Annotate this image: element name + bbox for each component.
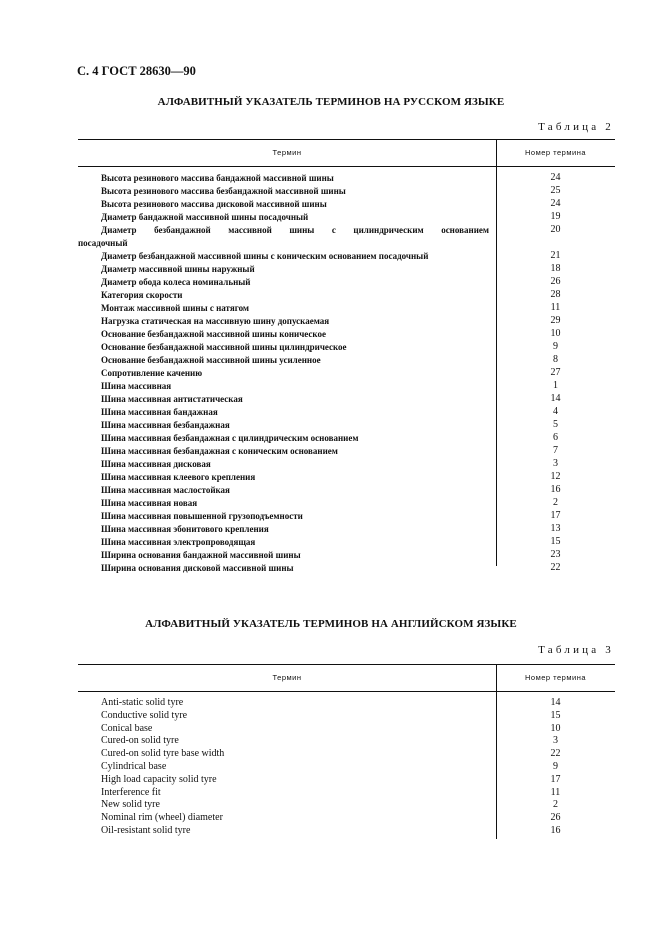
term-cell: Cured-on solid tyre base width — [101, 748, 225, 760]
table-label-3: Таблица 3 — [538, 644, 614, 656]
table-russian-terms — [78, 139, 615, 575]
table-row — [78, 263, 615, 276]
term-cell: Основание безбандажной массивной шины коническое — [101, 329, 326, 339]
table-body — [78, 167, 615, 575]
term-cell: Conductive solid tyre — [101, 709, 188, 721]
term-number-cell: 20 — [550, 224, 561, 235]
term-cell: Высота резинового массива дисковой массивной шины — [101, 199, 327, 209]
term-number-cell: 11 — [550, 786, 561, 798]
column-header-number: Номер термина — [524, 148, 587, 157]
term-cell: Категория скорости — [101, 290, 183, 300]
term-cell: Основание безбандажной массивной шины усиленное — [101, 355, 321, 365]
term-number-cell: 17 — [550, 773, 561, 785]
table-row — [78, 445, 615, 458]
term-number-cell: 21 — [550, 250, 561, 261]
term-cell: Диаметр безбандажной массивной шины с коническим основанием посадочный — [101, 251, 429, 261]
term-number-cell: 5 — [553, 419, 558, 430]
table-row — [78, 825, 615, 838]
term-cell: Conical base — [101, 722, 153, 734]
term-number-cell: 14 — [550, 697, 561, 708]
term-number-cell: 29 — [550, 315, 561, 326]
section-title-english: АЛФАВИТНЫЙ УКАЗАТЕЛЬ ТЕРМИНОВ НА АНГЛИЙСКОМ ЯЗЫКЕ — [145, 618, 517, 630]
term-number-cell: 24 — [550, 172, 561, 183]
table-row — [78, 341, 615, 354]
term-number-cell: 17 — [550, 510, 561, 521]
term-cell: Шина массивная антистатическая — [101, 394, 243, 404]
term-number-cell: 25 — [550, 185, 561, 196]
term-cell: Шина массивная маслостойкая — [101, 485, 230, 495]
term-cell: Шина массивная дисковая — [101, 459, 211, 469]
term-number-cell: 23 — [550, 549, 561, 560]
term-cell: Шина массивная бандажная — [101, 407, 218, 417]
table-row — [78, 354, 615, 367]
term-cell: Ширина основания бандажной массивной шины — [101, 550, 301, 560]
table-row — [78, 471, 615, 484]
term-cell: Шина массивная — [101, 381, 172, 391]
term-number-cell: 22 — [550, 562, 561, 573]
column-header-number: Номер термина — [524, 673, 587, 682]
table-row — [78, 198, 615, 211]
table-header — [78, 140, 615, 167]
table-row — [78, 536, 615, 549]
table-row — [78, 799, 615, 812]
term-cell: Высота резинового массива безбандажной массивной шины — [101, 186, 346, 196]
term-cell: Диаметр массивной шины наружный — [101, 264, 255, 274]
term-cell: Шина массивная электропроводящая — [101, 537, 256, 547]
term-cell: Монтаж массивной шины с натягом — [101, 303, 250, 313]
term-number-cell: 14 — [550, 393, 561, 404]
term-number-cell: 11 — [550, 302, 561, 313]
table-row — [78, 761, 615, 774]
term-cell: Высота резинового массива бандажной массивной шины — [101, 173, 334, 183]
term-number-cell: 24 — [550, 198, 561, 209]
table-row — [78, 185, 615, 198]
table-row — [78, 697, 615, 710]
table-header — [78, 665, 615, 692]
term-number-cell: 2 — [553, 497, 558, 508]
table-row — [78, 367, 615, 380]
term-cell: New solid tyre — [101, 799, 160, 811]
term-number-cell: 2 — [553, 799, 558, 811]
term-number-cell: 18 — [550, 263, 561, 274]
term-number-cell: 9 — [553, 760, 558, 772]
term-number-cell: 19 — [550, 211, 561, 222]
term-cell: Шина массивная безбандажная с цилиндрическим основанием — [101, 433, 359, 443]
table-row — [78, 735, 615, 748]
term-number-cell: 7 — [553, 445, 558, 456]
term-cell: Шина массивная клеевого крепления — [101, 472, 256, 482]
term-number-cell: 16 — [550, 824, 561, 836]
term-cell: Ширина основания дисковой массивной шины — [101, 563, 294, 573]
table-row — [78, 211, 615, 224]
term-number-cell: 28 — [550, 289, 561, 300]
table-row — [78, 172, 615, 185]
column-header-term: Термин — [272, 673, 302, 682]
table-row — [78, 302, 615, 315]
term-number-cell: 9 — [553, 341, 558, 352]
term-cell: Cured-on solid tyre — [101, 735, 179, 747]
term-text-line1: Диаметр безбандажной массивной шины с цилиндрическим основанием — [101, 225, 489, 235]
table-row — [78, 406, 615, 419]
term-number-cell: 26 — [550, 812, 561, 824]
term-number-cell: 10 — [550, 722, 561, 734]
column-header-term: Термин — [272, 148, 302, 157]
table-row — [78, 289, 615, 302]
term-number-cell: 3 — [553, 735, 558, 747]
table-english-terms — [78, 664, 615, 838]
table-row — [78, 315, 615, 328]
term-cell: Нагрузка статическая на массивную шину допускаемая — [101, 316, 330, 326]
table-row — [78, 458, 615, 471]
term-number-cell: 4 — [553, 406, 558, 417]
table-row — [78, 497, 615, 510]
term-number-cell: 1 — [553, 380, 558, 391]
page-header: С. 4 ГОСТ 28630—90 — [77, 64, 196, 78]
table-row — [78, 224, 615, 250]
table-row — [78, 250, 615, 263]
term-cell: Шина массивная повышенной грузоподъемности — [101, 511, 303, 521]
term-cell: Диаметр бандажной массивной шины посадочный — [101, 212, 309, 222]
term-cell: Шина массивная безбандажная — [101, 420, 230, 430]
term-cell: Основание безбандажной массивной шины цилиндрическое — [101, 342, 347, 352]
term-number-cell: 22 — [550, 748, 561, 760]
term-number-cell: 6 — [553, 432, 558, 443]
term-number-cell: 15 — [550, 709, 561, 721]
term-number-cell: 26 — [550, 276, 561, 287]
table-row — [78, 276, 615, 289]
term-number-cell: 8 — [553, 354, 558, 365]
table-label-2: Таблица 2 — [538, 121, 614, 133]
table-row — [78, 562, 615, 575]
term-cell: Interference fit — [101, 786, 161, 798]
term-cell: Шина массивная эбонитового крепления — [101, 524, 269, 534]
term-cell: Nominal rim (wheel) diameter — [101, 812, 223, 824]
table-row — [78, 328, 615, 341]
term-number-cell: 12 — [550, 471, 561, 482]
table-row — [78, 549, 615, 562]
term-cell: Диаметр обода колеса номинальный — [101, 277, 251, 287]
table-row — [78, 723, 615, 736]
term-number-cell: 16 — [550, 484, 561, 495]
term-cell — [78, 224, 489, 250]
term-number-cell: 13 — [550, 523, 561, 534]
table-row — [78, 510, 615, 523]
term-cell: High load capacity solid tyre — [101, 773, 217, 785]
term-number-cell: 3 — [553, 458, 558, 469]
term-cell: Oil-resistant solid tyre — [101, 824, 191, 836]
section-title-russian: АЛФАВИТНЫЙ УКАЗАТЕЛЬ ТЕРМИНОВ НА РУССКОМ ЯЗЫКЕ — [157, 96, 505, 108]
table-row — [78, 484, 615, 497]
table-row — [78, 432, 615, 445]
table-row — [78, 419, 615, 432]
table-row — [78, 787, 615, 800]
term-number-cell: 15 — [550, 536, 561, 547]
table-body — [78, 692, 615, 838]
table-row — [78, 380, 615, 393]
table-row — [78, 710, 615, 723]
table-row — [78, 523, 615, 536]
table-row — [78, 393, 615, 406]
table-row — [78, 748, 615, 761]
term-number-cell: 27 — [550, 367, 561, 378]
table-row — [78, 812, 615, 825]
term-cell: Cylindrical base — [101, 760, 167, 772]
term-cell: Шина массивная безбандажная с коническим основанием — [101, 446, 338, 456]
term-cell: Anti-static solid tyre — [101, 697, 184, 708]
term-number-cell: 10 — [550, 328, 561, 339]
term-text-line2: посадочный — [78, 238, 128, 248]
term-cell: Шина массивная новая — [101, 498, 198, 508]
term-cell: Сопротивление качению — [101, 368, 203, 378]
table-row — [78, 774, 615, 787]
